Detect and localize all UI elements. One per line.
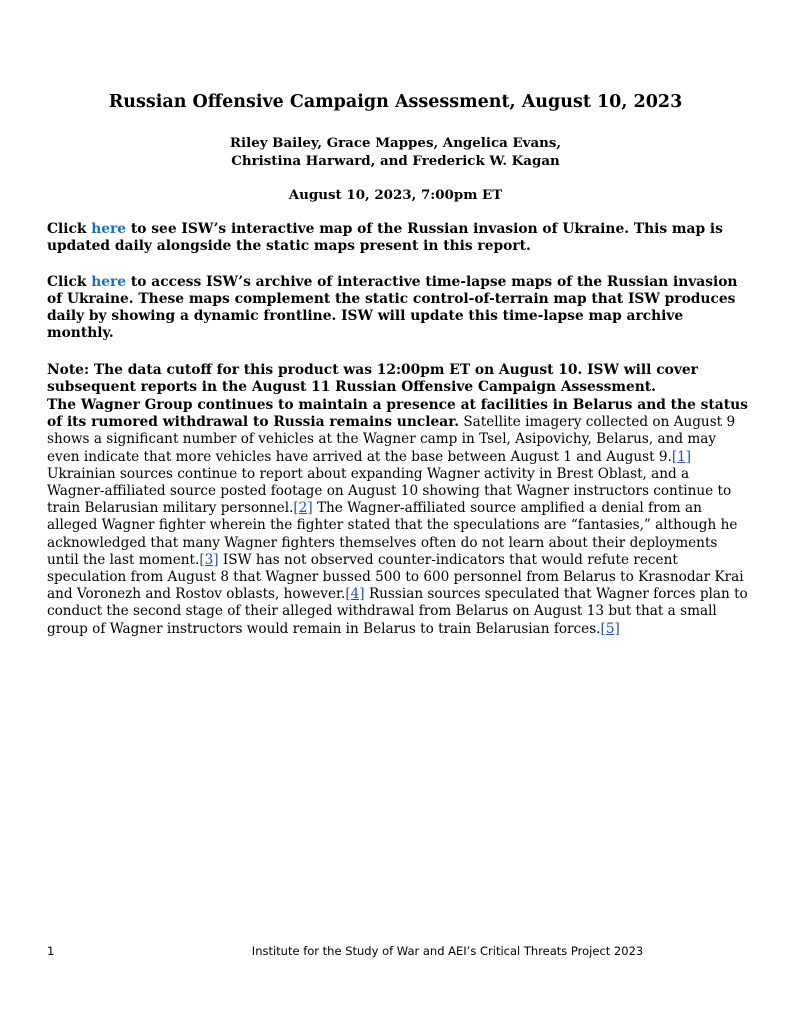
authors — [0, 134, 791, 170]
interactive-map-paragraph — [47, 221, 747, 255]
interactive-map-link[interactable]: here — [91, 221, 127, 237]
p2-prefix: Click — [47, 274, 92, 290]
data-cutoff-note: Note: The data cutoff for this product was 12:00pm ET on August 10. ISW will cover subsequent reports in the August 11 Russian Offensive Campaign Assessment. — [47, 362, 698, 395]
time-lapse-archive-link[interactable]: here — [91, 274, 127, 290]
footnote-link-1[interactable]: [1] — [671, 448, 692, 465]
footnote-link-2[interactable]: [2] — [293, 500, 313, 517]
p2-suffix: to access ISW’s archive of interactive time-lapse maps of the Russian invasion of Ukraine. These maps complement the static control-of-terrain map that ISW produces daily by showing a dynamic frontline. ISW will update this time-lapse map archive monthly. — [47, 274, 738, 341]
authors-line-1: Riley Bailey, Grace Mappes, Angelica Evans, — [229, 135, 562, 151]
authors-line-2: Christina Harward, and Frederick W. Kagan — [231, 153, 560, 169]
sentence-1: Satellite imagery collected on August 9 shows a significant number of vehicles at the Wagner camp in Tsel, Asipovichy, Belarus, and may even indicate that more vehicles have arrived at the base between August 1 and August 9. — [47, 414, 736, 465]
footnote-link-3[interactable]: [3] — [199, 551, 219, 568]
wagner-paragraph — [47, 397, 749, 638]
paragraph-lead: The Wagner Group continues to maintain a presence at facilities in Belarus and the status of its rumored withdrawal to Russia remains unclear. — [47, 397, 748, 431]
sentence-5: Russian sources speculated that Wagner forces plan to conduct the second stage of their alleged withdrawal from Belarus on August 13 but that a small group of Wagner instructors would remain in Belarus to train Belarusian forces. — [47, 586, 748, 637]
page-title: Russian Offensive Campaign Assessment, August 10, 2023 — [108, 92, 683, 112]
p1-suffix: to see ISW’s interactive map of the Russian invasion of Ukraine. This map is updated daily alongside the static maps present in this report. — [47, 221, 723, 254]
sentence-4: ISW has not observed counter-indicators that would refute recent speculation from August 8 that Wagner bussed 500 to 600 personnel from Belarus to Krasnodar Krai and Voronezh and Rostov oblasts, however. — [47, 551, 744, 603]
page-number: 1 — [47, 944, 55, 958]
footnote-link-4[interactable]: [4] — [345, 586, 365, 603]
sentence-2: Ukrainian sources continue to report about expanding Wagner activity in Brest Oblast, and a Wagner-affiliated source posted footage on August 10 showing that Wagner instructors continue to train Belarusian military personnel. — [47, 465, 732, 517]
footer-organization: Institute for the Study of War and AEI’s Critical Threats Project 2023 — [251, 944, 644, 958]
sentence-3: The Wagner-affiliated source amplified a denial from an alleged Wagner fighter wherein the fighter stated that the speculations are “fantasies,” although he acknowledged that many Wagner fighters themselves often do not learn about their deployments until the last moment. — [47, 500, 738, 568]
footnote-link-5[interactable]: [5] — [600, 620, 620, 637]
p1-prefix: Click — [47, 221, 92, 237]
report-date: August 10, 2023, 7:00pm ET — [288, 187, 503, 203]
time-lapse-archive-paragraph — [47, 274, 747, 342]
